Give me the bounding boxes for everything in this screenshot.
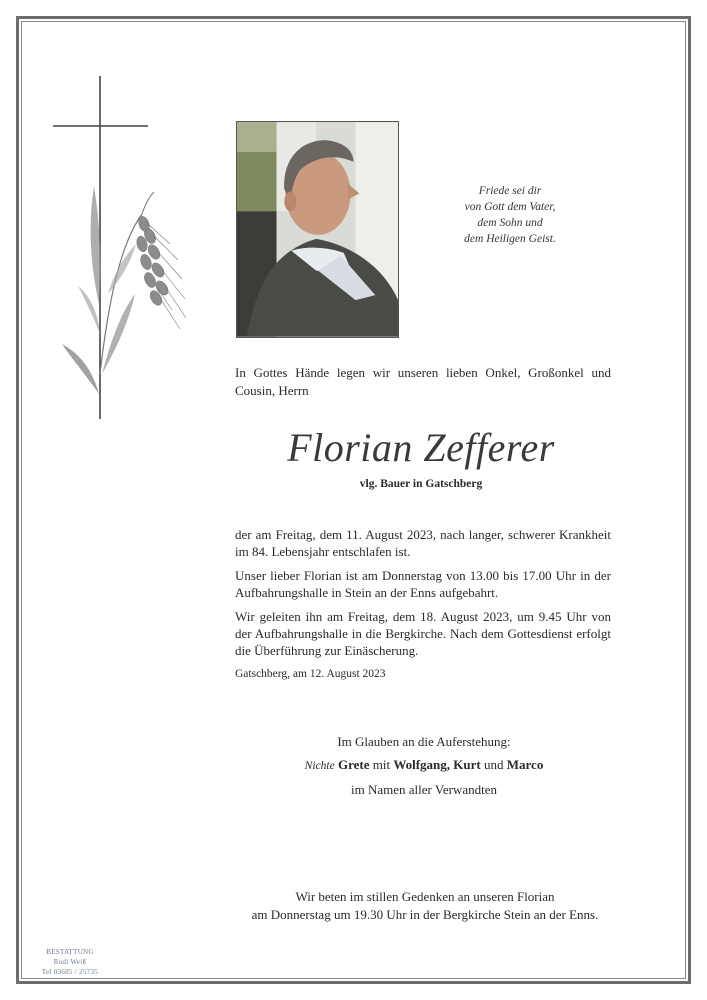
prayer-line: am Donnerstag um 19.30 Uhr in der Bergkirche Stein an der Enns. [251, 907, 599, 922]
blessing-line: dem Sohn und [477, 217, 543, 229]
mourner-name: Grete [337, 757, 370, 772]
relation-label: Nichte [304, 760, 335, 772]
connector-word: mit [372, 757, 391, 772]
funeral-home-stamp [30, 947, 110, 977]
deceased-name: Florian Zefferer [287, 425, 555, 470]
closing-section [236, 730, 612, 801]
portrait-photo [236, 121, 399, 338]
cross-wheat-illustration [50, 74, 195, 424]
mourner-name: Kurt [453, 757, 481, 772]
death-details: der am Freitag, dem 11. August 2023, nach langer, schwerer Krankheit im 84. Lebensjahr entschlafen ist. [235, 527, 611, 559]
funeral-details: Wir geleiten ihn am Freitag, dem 18. August 2023, um 9.45 Uhr von der Aufbahrungshalle in die Bergkirche. Nach dem Gottesdienst erfolgt die Überführung zur Einäscherung. [235, 609, 611, 658]
mourners-line [236, 753, 612, 778]
prayer-line: Wir beten im stillen Gedenken an unseren Florian [295, 889, 555, 904]
stamp-line: Tel 03685 / 25735 [41, 968, 99, 976]
place-date: Gatschberg, am 12. August 2023 [235, 668, 386, 680]
blessing-line: dem Heiligen Geist. [464, 233, 556, 245]
details-section [235, 526, 611, 690]
viewing-details: Unser lieber Florian ist am Donnerstag von 13.00 bis 17.00 Uhr in der Aufbahrungshalle in Stein an der Enns aufgebahrt. [235, 568, 611, 600]
deceased-subtitle: vlg. Bauer in Gatschberg [359, 478, 483, 490]
connector-word: und [484, 757, 504, 772]
intro-text: In Gottes Hände legen wir unseren lieben Onkel, Großonkel und Cousin, Herrn [235, 365, 611, 398]
mourner-name: Marco [506, 757, 544, 772]
prayer-notice [200, 888, 650, 924]
stamp-line: Rudi Weiß [53, 958, 87, 966]
blessing-verse [420, 183, 600, 247]
blessing-line: Friede sei dir [478, 185, 542, 197]
mourner-name: Wolfgang, [393, 757, 451, 772]
stamp-line: BESTATTUNG [46, 948, 94, 956]
blessing-line: von Gott dem Vater, [464, 201, 556, 213]
wheat-ear-icon [62, 186, 186, 394]
faith-line: Im Glauben an die Auferstehung: [337, 734, 511, 749]
relatives-line: im Namen aller Verwandten [351, 782, 497, 797]
